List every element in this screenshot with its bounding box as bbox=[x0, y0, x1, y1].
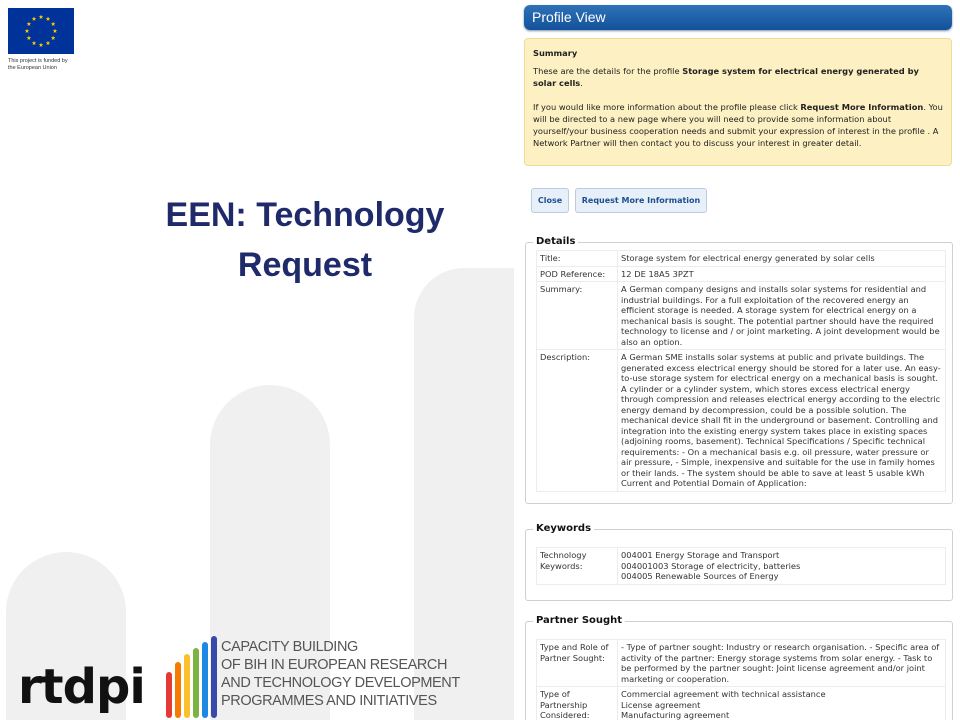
row-value: Storage system for electrical energy generated by solar cells bbox=[621, 253, 875, 263]
slide-title-line: EEN: Technology bbox=[165, 196, 445, 234]
eu-star bbox=[46, 41, 51, 45]
partner-table bbox=[536, 639, 946, 720]
row-label: Title: bbox=[537, 251, 618, 266]
summary-box bbox=[524, 38, 952, 166]
eu-star bbox=[27, 22, 32, 26]
eu-star bbox=[53, 29, 58, 33]
keywords-section bbox=[525, 523, 953, 601]
keyword-item: 004001 Energy Storage and Transport bbox=[621, 550, 780, 560]
rtdpi-tagline-line: CAPACITY BUILDING bbox=[221, 639, 358, 655]
eu-star bbox=[39, 15, 44, 19]
table-row bbox=[536, 267, 946, 283]
row-value: - Type of partner sought: Industry or research organisation. - Specific area of activity of the partner: Energy storage systems from solar energy. - Task to be performed by the partner sought: Joint license agreement and/or joint marketing or cooperation. bbox=[621, 642, 940, 684]
rtdpi-wordmark: rtdpi bbox=[18, 659, 145, 715]
eu-star bbox=[32, 41, 37, 45]
details-legend: Details bbox=[533, 235, 578, 249]
rtdpi-bars-icon bbox=[166, 636, 226, 718]
row-label: POD Reference: bbox=[537, 267, 618, 282]
keyword-item: 004005 Renewable Sources of Energy bbox=[621, 571, 779, 581]
eu-star bbox=[51, 36, 56, 40]
summary-title: Summary bbox=[533, 48, 578, 58]
row-label: Technology Keywords: bbox=[537, 548, 618, 584]
rtdpi-tagline-line: OF BIH IN EUROPEAN RESEARCH bbox=[221, 657, 448, 673]
details-section bbox=[525, 236, 953, 504]
summary-text: These are the details for the profile bbox=[533, 66, 683, 76]
keywords-table bbox=[536, 547, 946, 585]
rtdpi-logo bbox=[18, 636, 460, 720]
profile-view-panel bbox=[520, 0, 960, 720]
eu-star bbox=[25, 29, 30, 33]
eu-flag-icon bbox=[8, 8, 74, 54]
rtdpi-tagline-line: PROGRAMMES AND INITIATIVES bbox=[221, 693, 437, 709]
summary-text: . bbox=[580, 78, 583, 88]
table-row bbox=[536, 547, 946, 585]
eu-star bbox=[51, 22, 56, 26]
table-row bbox=[536, 639, 946, 687]
eu-caption bbox=[8, 58, 74, 71]
request-more-information-button[interactable]: Request More Information bbox=[575, 188, 707, 213]
summary-text: . You will be directed to a new page where you will need to provide some information about yourself/your business cooperation needs and submit your expression of interest in the profile . A Network Partner will then contact you to discuss your interest in greater detail. bbox=[533, 102, 943, 148]
keywords-legend: Keywords bbox=[533, 522, 594, 536]
summary-text: If you would like more information about the profile please click bbox=[533, 102, 801, 112]
partner-sought-legend: Partner Sought bbox=[533, 614, 625, 628]
row-value: A German company designs and installs solar systems for residential and industrial buildings. For a full exploitation of the recovered energy an efficient storage is needed. A storage system for electrical energy on a mechanical basis is sought. The potential partner should have the required technology to license and / or joint marketing. A joint development would be also an option. bbox=[621, 284, 940, 347]
profile-name: Storage system for electrical energy generated by solar cells bbox=[533, 66, 919, 88]
row-label: Type and Role of Partner Sought: bbox=[537, 640, 618, 686]
profile-view-header: Profile View bbox=[524, 5, 952, 30]
row-value: 12 DE 18A5 3PZT bbox=[621, 268, 694, 279]
table-row bbox=[536, 687, 946, 720]
slide-title bbox=[120, 190, 490, 290]
eu-logo bbox=[8, 8, 74, 71]
table-row bbox=[536, 350, 946, 492]
eu-star bbox=[46, 16, 51, 20]
eu-caption-line: the European Union bbox=[8, 64, 57, 71]
keyword-item: 004001003 Storage of electricity, batteries bbox=[621, 560, 801, 571]
details-table bbox=[536, 250, 946, 492]
row-label: Summary: bbox=[537, 282, 618, 349]
summary-paragraph bbox=[533, 101, 943, 149]
request-info-reference: Request More Information bbox=[800, 102, 924, 112]
slide-title-line: Request bbox=[237, 246, 373, 284]
table-row bbox=[536, 250, 946, 267]
partner-sought-section bbox=[525, 615, 953, 720]
eu-star bbox=[39, 43, 44, 47]
row-value: A German SME installs solar systems at public and private buildings. The generated excess electrical energy should be stored for a later use. An easy-to-use storage system for electrical energy on a mechanical basis is sought. A cylinder or a cylinder system, which stores excess electrical energy through compression and releases electrical energy according to the electric energy demand by decompression, could be a possible solution. The mechanical device shall fit in the underground or basement. Controlling and integration into the existing energy system takes place in existing spaces (adjoining rooms, basement). Technical Specifications / Specific technical requirements: - On a mechanical basis e.g. oil pressure, water pressure or air pressure, - Simple, inexpensive and suitable for the use in family homes or their lands. - The system should be able to save at least 5 usable kWh Current and Potential Domain of Application: bbox=[621, 352, 941, 488]
table-row bbox=[536, 282, 946, 350]
rtdpi-tagline-line: AND TECHNOLOGY DEVELOPMENT bbox=[221, 675, 460, 691]
eu-star bbox=[32, 16, 37, 20]
row-label: Description: bbox=[537, 350, 618, 491]
summary-paragraph bbox=[533, 65, 943, 89]
close-button[interactable]: Close bbox=[531, 188, 569, 213]
row-value: Commercial agreement with technical assistance License agreement Manufacturing agreement bbox=[621, 689, 826, 720]
keyword-list bbox=[618, 548, 945, 584]
eu-caption-line: This project is funded by bbox=[8, 58, 68, 64]
rtdpi-tagline bbox=[221, 638, 460, 710]
eu-star bbox=[27, 36, 32, 40]
row-label: Type of Partnership Considered: bbox=[537, 687, 618, 720]
